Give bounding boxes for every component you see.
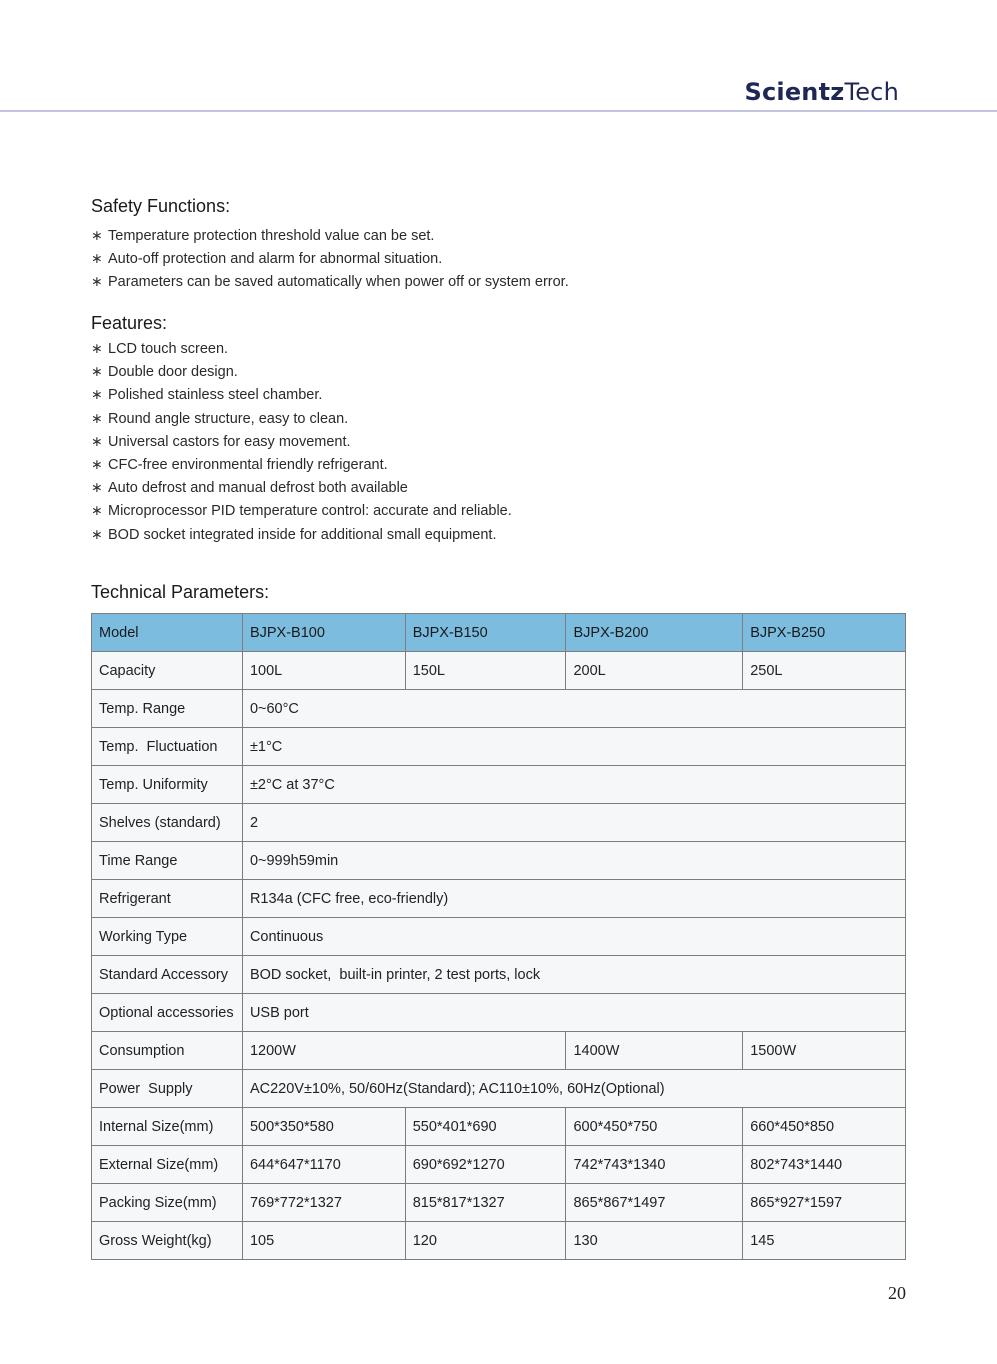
header-cell: BJPX-B250 [743,614,906,652]
asterisk-bullet-icon: ∗ [91,340,103,356]
header-cell: Model [92,614,243,652]
row-label: Optional accessories [92,994,243,1032]
cell: ±2°C at 37°C [242,766,905,804]
list-item: ∗ Microprocessor PID temperature control: accurate and reliable. [91,499,512,522]
asterisk-bullet-icon: ∗ [91,250,103,267]
cell: 815*817*1327 [405,1184,566,1222]
cell: USB port [242,994,905,1032]
list-item: ∗ LCD touch screen. [91,337,512,360]
asterisk-bullet-icon: ∗ [91,386,103,403]
cell: 0~60°C [242,690,905,728]
table-row [92,842,906,880]
cell: 200L [566,652,743,690]
list-item: ∗ Auto defrost and manual defrost both available [91,476,512,499]
table-row [92,1222,906,1260]
table-row [92,1032,906,1070]
safety-functions-list [91,224,569,294]
cell: BOD socket, built-in printer, 2 test ports, lock [242,956,905,994]
row-label: Time Range [92,842,243,880]
header-cell: BJPX-B150 [405,614,566,652]
brand-logo [744,78,899,106]
cell: 660*450*850 [743,1108,906,1146]
cell: 150L [405,652,566,690]
page-number: 20 [888,1283,906,1303]
cell: 100L [242,652,405,690]
cell: 2 [242,804,905,842]
table-row [92,690,906,728]
asterisk-bullet-icon: ∗ [91,502,103,519]
asterisk-bullet-icon: ∗ [91,227,103,243]
cell: 865*927*1597 [743,1184,906,1222]
row-label: Temp. Fluctuation [92,728,243,766]
technical-parameters-heading: Technical Parameters: [91,582,270,602]
row-label: Standard Accessory [92,956,243,994]
cell: 1200W [242,1032,566,1070]
cell: ±1°C [242,728,905,766]
list-item: ∗ Round angle structure, easy to clean. [91,407,512,430]
cell: 1500W [743,1032,906,1070]
row-label: Temp. Uniformity [92,766,243,804]
table-row [92,1184,906,1222]
table-header-row [92,614,906,652]
row-label: Packing Size(mm) [92,1184,243,1222]
asterisk-bullet-icon: ∗ [91,432,103,449]
asterisk-bullet-icon: ∗ [91,455,103,472]
header-cell: BJPX-B200 [566,614,743,652]
table-row [92,804,906,842]
list-item: ∗ Polished stainless steel chamber. [91,383,512,406]
row-label: Internal Size(mm) [92,1108,243,1146]
cell: 550*401*690 [405,1108,566,1146]
header-divider [0,110,997,112]
row-label: External Size(mm) [92,1146,243,1184]
brand-name-regular: Tech [844,78,899,106]
list-item: ∗ Universal castors for easy movement. [91,430,512,453]
list-item: ∗ Auto-off protection and alarm for abnormal situation. [91,247,569,270]
list-item: ∗ CFC-free environmental friendly refrigerant. [91,453,512,476]
header-cell: BJPX-B100 [242,614,405,652]
row-label: Refrigerant [92,880,243,918]
cell: 769*772*1327 [242,1184,405,1222]
table-row [92,880,906,918]
row-label: Working Type [92,918,243,956]
cell: 600*450*750 [566,1108,743,1146]
safety-functions-heading: Safety Functions: [91,196,231,216]
list-item: ∗ Parameters can be saved automatically when power off or system error. [91,270,569,293]
asterisk-bullet-icon: ∗ [91,409,103,426]
list-item: ∗ Temperature protection threshold value can be set. [91,224,569,247]
cell: 250L [743,652,906,690]
row-label: Consumption [92,1032,243,1070]
cell: 865*867*1497 [566,1184,743,1222]
cell: 690*692*1270 [405,1146,566,1184]
cell: 742*743*1340 [566,1146,743,1184]
cell: 0~999h59min [242,842,905,880]
table-row [92,994,906,1032]
asterisk-bullet-icon: ∗ [91,273,103,290]
cell: 120 [405,1222,566,1260]
cell: 644*647*1170 [242,1146,405,1184]
table-row [92,652,906,690]
cell: AC220V±10%, 50/60Hz(Standard); AC110±10%, 60Hz(Optional) [242,1070,905,1108]
asterisk-bullet-icon: ∗ [91,479,103,496]
table-row [92,1108,906,1146]
cell: 145 [743,1222,906,1260]
cell: R134a (CFC free, eco-friendly) [242,880,905,918]
table-row [92,766,906,804]
list-item: ∗ BOD socket integrated inside for additional small equipment. [91,523,512,546]
row-label: Gross Weight(kg) [92,1222,243,1260]
table-row [92,1146,906,1184]
asterisk-bullet-icon: ∗ [91,525,103,542]
row-label: Shelves (standard) [92,804,243,842]
list-item: ∗ Double door design. [91,360,512,383]
table-row [92,1070,906,1108]
row-label: Capacity [92,652,243,690]
technical-parameters-table [91,613,906,1260]
table-row [92,956,906,994]
table-row [92,918,906,956]
asterisk-bullet-icon: ∗ [91,363,103,380]
cell: 130 [566,1222,743,1260]
features-list [91,337,512,546]
cell: 1400W [566,1032,743,1070]
features-heading: Features: [91,313,168,333]
table-row [92,728,906,766]
row-label: Power Supply [92,1070,243,1108]
brand-name-bold: Scientz [744,78,845,106]
cell: 802*743*1440 [743,1146,906,1184]
cell: Continuous [242,918,905,956]
row-label: Temp. Range [92,690,243,728]
cell: 500*350*580 [242,1108,405,1146]
cell: 105 [242,1222,405,1260]
